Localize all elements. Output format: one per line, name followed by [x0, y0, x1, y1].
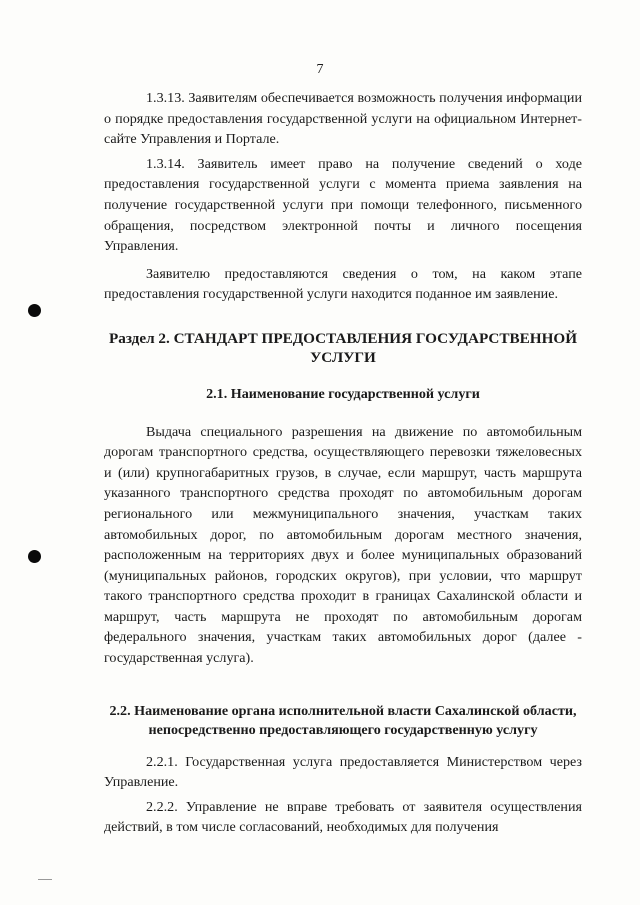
paragraph-2-2-1: 2.2.1. Государственная услуга предоставляется Министерством через Управление.	[104, 753, 582, 791]
paragraph-2-2-2: 2.2.2. Управление не вправе требовать от заявителя осуществления действий, в том числе согласований, необходимых для получения	[104, 798, 582, 836]
paragraph-2-1-service-name: Выдача специального разрешения на движение по автомобильным дорогам транспортного средства, осуществляющего перевозки тяжеловесных и (или) крупногабаритных грузов, в случае, если маршрут, часть маршрута указанного транспортного средства проходят по автомобильным дорогам регионального или межмуниципального значения, участкам таких автомобильных дорог, по автомобильным дорогам местного значения, расположенным на территориях двух и более муниципальных образований (муниципальных районов, городских округов), при условии, что маршрут такого транспортного средства проходит в границах Сахалинской области и маршрут, часть маршрута не проходят по автомобильным дорогам федерального значения, участкам таких автомобильных дорог (далее - государственная услуга).	[104, 423, 582, 667]
subsection-2-2-title: 2.2. Наименование органа исполнительной власти Сахалинской области, непосредственно предоставляющего государственную услугу	[109, 702, 577, 738]
section-2-title: Раздел 2. СТАНДАРТ ПРЕДОСТАВЛЕНИЯ ГОСУДАРСТВЕННОЙ УСЛУГИ	[108, 329, 578, 366]
punch-hole	[28, 304, 41, 317]
punch-hole	[28, 550, 41, 563]
paragraph-1-3-13: 1.3.13. Заявителям обеспечивается возможность получения информации о порядке предоставления государственной услуги на официальном Интернет-сайте Управления и Портале.	[104, 90, 582, 148]
paragraph-application-stage: Заявителю предоставляются сведения о том, на каком этапе предоставления государственной услуги находится поданное им заявление.	[104, 265, 582, 303]
page-number: 7	[316, 62, 324, 77]
subsection-2-1-title: 2.1. Наименование государственной услуги	[206, 385, 480, 402]
document-body	[104, 88, 582, 838]
paragraph-1-3-14: 1.3.14. Заявитель имеет право на получение сведений о ходе предоставления государственной услуги с момента приема заявления на получение государственной услуги при помощи телефонного, письменного обращения, посредством электронной почты и личного посещения Управления.	[104, 155, 582, 255]
scan-mark	[38, 879, 52, 880]
